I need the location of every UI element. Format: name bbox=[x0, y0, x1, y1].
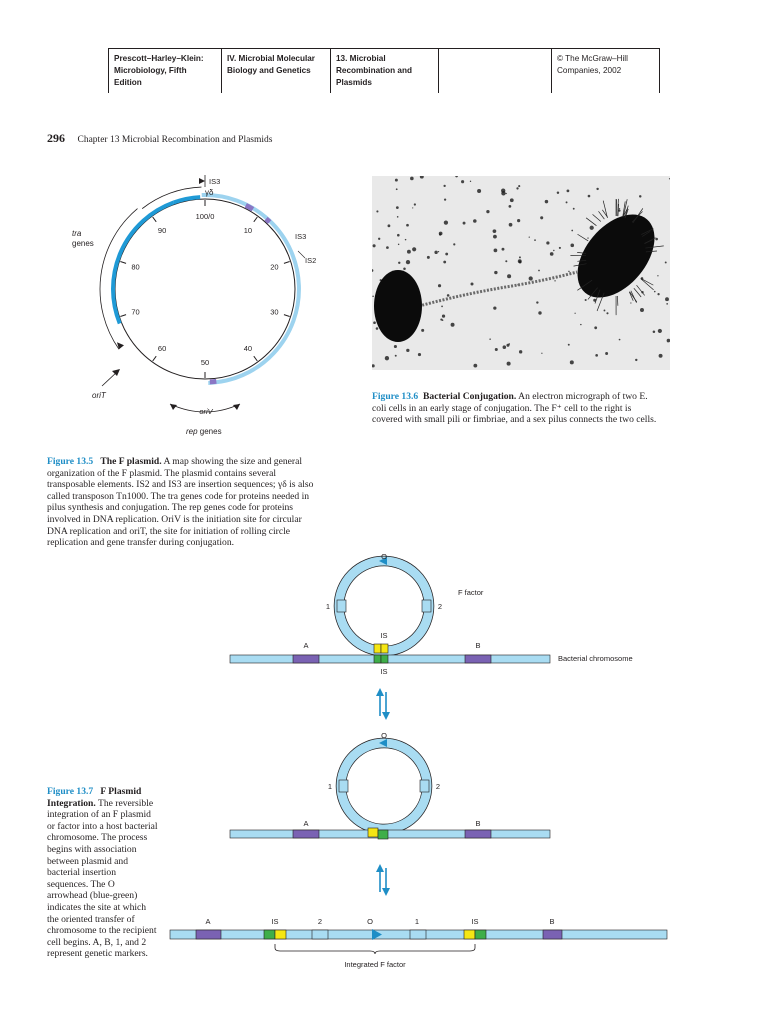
micrograph-speck bbox=[666, 303, 668, 305]
tra-arc bbox=[100, 209, 138, 350]
tra-band bbox=[113, 203, 174, 324]
micrograph-speck bbox=[453, 243, 455, 245]
micrograph-speck bbox=[501, 188, 505, 192]
micrograph-speck bbox=[441, 306, 443, 308]
micrograph-speck bbox=[596, 188, 598, 190]
micrograph-speck bbox=[550, 252, 554, 256]
marker-b-label: B bbox=[475, 819, 481, 828]
micrograph-speck bbox=[376, 327, 379, 330]
micrograph-speck bbox=[538, 311, 541, 314]
integrated-is-yellow bbox=[275, 930, 286, 939]
micrograph-speck bbox=[665, 297, 669, 301]
marker-a-label: A bbox=[303, 819, 309, 828]
insertion-sequence-mark bbox=[210, 381, 216, 382]
caption-text: represent genetic markers. bbox=[47, 948, 148, 960]
map-tick-label: 40 bbox=[243, 344, 253, 354]
micrograph-speck bbox=[396, 188, 398, 190]
micrograph-speck bbox=[567, 189, 570, 192]
header-text: © The McGraw–Hill bbox=[557, 54, 628, 63]
pilus-fiber bbox=[593, 214, 601, 221]
micrograph-speck bbox=[536, 301, 538, 303]
marker-2-label: 2 bbox=[317, 917, 323, 926]
reverse-arrowhead-up bbox=[376, 864, 384, 872]
tra-label: tra bbox=[72, 229, 82, 238]
micrograph-speck bbox=[570, 244, 574, 248]
pilus-fiber bbox=[586, 218, 596, 226]
micrograph-speck bbox=[519, 260, 522, 263]
figure-13-7-caption bbox=[47, 786, 172, 960]
header-cell-book bbox=[108, 49, 221, 93]
micrograph-speck bbox=[507, 274, 511, 278]
header-text: Microbiology, Fifth Edition bbox=[114, 66, 187, 87]
micrograph-speck bbox=[493, 306, 496, 309]
caption-text: chromosome to the recipient bbox=[47, 925, 157, 937]
bacterial-chromosome-label: Bacterial chromosome bbox=[558, 654, 633, 663]
micrograph-speck bbox=[372, 364, 375, 367]
reverse-arrowhead-down bbox=[382, 888, 390, 896]
micrograph-speck bbox=[605, 352, 608, 355]
figure-number: Figure 13.6 bbox=[372, 391, 419, 402]
micrograph-speck bbox=[619, 339, 621, 341]
micrograph-speck bbox=[385, 356, 389, 360]
associated-is-green bbox=[378, 830, 388, 839]
header-cell-copyright bbox=[551, 49, 660, 93]
micrograph-speck bbox=[585, 299, 587, 301]
micrograph-speck bbox=[571, 230, 573, 232]
micrograph-speck bbox=[594, 326, 597, 329]
micrograph-speck bbox=[587, 237, 588, 238]
chromosome-is-green bbox=[374, 655, 381, 663]
micrograph-speck bbox=[557, 192, 559, 194]
micrograph-speck bbox=[529, 236, 530, 237]
micrograph-speck bbox=[439, 233, 441, 235]
caption-text: chromosome. The process bbox=[47, 832, 148, 844]
micrograph-speck bbox=[516, 187, 518, 189]
micrograph-speck bbox=[470, 181, 471, 182]
micrograph-speck bbox=[573, 208, 575, 210]
micrograph-speck bbox=[373, 244, 376, 247]
micrograph-speck bbox=[443, 185, 445, 187]
header-text: Recombination and bbox=[336, 66, 412, 75]
map-tick bbox=[120, 315, 126, 317]
caption-text: sequences. The O bbox=[47, 878, 115, 890]
running-header-table bbox=[108, 48, 660, 93]
micrograph-speck bbox=[412, 207, 413, 208]
micrograph-speck bbox=[653, 330, 656, 333]
micrograph-speck bbox=[386, 246, 389, 249]
figure-title: Integration. bbox=[47, 797, 96, 809]
micrograph-speck bbox=[418, 353, 421, 356]
marker-2-box bbox=[312, 930, 328, 939]
micrograph-speck bbox=[412, 247, 416, 251]
pilus-fiber bbox=[602, 210, 607, 218]
caption-text: The reversible bbox=[95, 797, 154, 809]
marker-1-label: 1 bbox=[327, 782, 333, 791]
micrograph-speck bbox=[473, 219, 477, 223]
map-tick bbox=[120, 261, 126, 263]
micrograph-speck bbox=[619, 208, 620, 209]
marker-1-label: 1 bbox=[325, 602, 331, 611]
micrograph-speck bbox=[443, 261, 446, 264]
micrograph-speck bbox=[508, 343, 510, 345]
micrograph-speck bbox=[494, 249, 498, 253]
micrograph-speck bbox=[507, 362, 511, 366]
micrograph-speck bbox=[545, 200, 548, 203]
micrograph-speck bbox=[667, 339, 670, 343]
plasmid-light-band bbox=[202, 195, 299, 383]
caption-text: pilus synthesis and conjugation. The rep genes code for proteins bbox=[47, 502, 294, 514]
micrograph-speck bbox=[486, 210, 489, 213]
is2-label: IS2 bbox=[305, 256, 317, 265]
figure-title: The F plasmid. bbox=[100, 456, 162, 467]
integrated-is-green bbox=[264, 930, 275, 939]
micrograph-speck bbox=[570, 360, 574, 364]
micrograph-speck bbox=[604, 310, 606, 312]
caption-text: An electron micrograph of two E. bbox=[516, 391, 648, 402]
micrograph-speck bbox=[494, 271, 497, 274]
micrograph-speck bbox=[534, 239, 536, 241]
caption-text: involved in DNA replication. OriV is the initiation site for circular bbox=[47, 513, 302, 525]
micrograph-speck bbox=[406, 349, 409, 352]
micrograph-speck bbox=[397, 234, 400, 237]
marker-1-label: 1 bbox=[414, 917, 420, 926]
electron-micrograph bbox=[372, 176, 670, 370]
caption-text: arrowhead (blue-green) bbox=[47, 890, 138, 902]
micrograph-speck bbox=[588, 195, 591, 198]
micrograph-speck bbox=[372, 295, 374, 297]
integrated-is-yellow bbox=[464, 930, 475, 939]
running-head: Chapter 13 Microbial Recombination and Plasmids bbox=[77, 135, 273, 145]
micrograph-speck bbox=[502, 248, 505, 251]
micrograph-speck bbox=[669, 178, 670, 179]
integrated-is-label: IS bbox=[271, 917, 279, 926]
micrograph-speck bbox=[420, 176, 424, 179]
rep-arrowhead-right bbox=[233, 404, 240, 410]
micrograph-speck bbox=[665, 261, 667, 263]
header-text: 13. Microbial bbox=[336, 54, 386, 63]
micrograph-speck bbox=[463, 222, 466, 225]
associated-is-yellow bbox=[368, 828, 378, 837]
recipient-cell bbox=[374, 270, 422, 342]
micrograph-speck bbox=[658, 329, 662, 333]
plasmid-circle bbox=[115, 199, 295, 379]
caption-text: organization of the F plasmid. The plasmid contains several bbox=[47, 467, 277, 479]
micrograph-speck bbox=[640, 308, 644, 312]
reverse-arrowhead-down bbox=[382, 712, 390, 720]
micrograph-speck bbox=[398, 262, 400, 264]
micrograph-speck bbox=[421, 329, 424, 332]
marker-2-box bbox=[422, 600, 431, 612]
micrograph-speck bbox=[489, 338, 491, 340]
micrograph-speck bbox=[406, 260, 410, 264]
donor-cell bbox=[562, 200, 670, 312]
orit-label: oriT bbox=[92, 391, 106, 400]
micrograph-speck bbox=[580, 324, 581, 325]
micrograph-speck bbox=[654, 291, 656, 293]
caption-text: DNA replication and oriT, the site for initiation of rolling circle bbox=[47, 525, 291, 537]
micrograph-speck bbox=[493, 235, 497, 239]
map-tick bbox=[284, 261, 290, 263]
reverse-arrowhead-up bbox=[376, 688, 384, 696]
integrated-f-factor-label: Integrated F factor bbox=[344, 960, 406, 969]
micrograph-speck bbox=[546, 241, 549, 244]
page-number: 296 bbox=[47, 131, 65, 145]
plasmid-ring bbox=[341, 743, 427, 829]
micrograph-speck bbox=[538, 270, 540, 272]
micrograph-speck bbox=[503, 345, 507, 349]
micrograph-speck bbox=[403, 267, 406, 270]
plasmid-is-yellow bbox=[381, 644, 388, 653]
marker-2-box bbox=[420, 780, 429, 792]
caption-text: the oriented transfer of bbox=[47, 913, 135, 925]
pilus-fiber bbox=[603, 201, 607, 218]
caption-text: integration of an F plasmid bbox=[47, 809, 151, 821]
insertion-sequence-mark bbox=[246, 205, 253, 209]
micrograph-speck bbox=[440, 318, 442, 320]
micrograph-speck bbox=[559, 247, 561, 249]
micrograph-speck bbox=[398, 244, 399, 245]
origin-label: O bbox=[367, 917, 373, 926]
caption-text: called transposon Tn1000. The tra genes code for proteins needed in bbox=[47, 490, 310, 502]
micrograph-speck bbox=[606, 312, 608, 314]
map-tick-label: 30 bbox=[270, 307, 279, 317]
micrograph-speck bbox=[630, 302, 631, 303]
tra-genes-label: genes bbox=[72, 239, 94, 248]
f-plasmid-integration-diagram bbox=[160, 540, 760, 980]
micrograph-speck bbox=[574, 313, 575, 314]
micrograph-speck bbox=[405, 239, 407, 241]
marker-1-box bbox=[339, 780, 348, 792]
marker-b-label: B bbox=[475, 641, 481, 650]
micrograph-speck bbox=[554, 280, 555, 281]
f-plasmid-map bbox=[60, 172, 320, 442]
caption-text: indicates the site at which bbox=[47, 901, 147, 913]
map-tick-label: 100/0 bbox=[195, 212, 215, 221]
micrograph-speck bbox=[372, 269, 373, 272]
origin-label: O bbox=[381, 552, 387, 561]
micrograph-speck bbox=[505, 260, 507, 262]
insertion-sequence-mark bbox=[266, 219, 270, 222]
micrograph-speck bbox=[427, 256, 430, 259]
plasmid-is-label: IS bbox=[380, 631, 388, 640]
micrograph-speck bbox=[395, 355, 397, 357]
micrograph-speck bbox=[495, 348, 498, 351]
pilus-fiber bbox=[637, 285, 645, 295]
marker-b-box bbox=[465, 655, 491, 663]
figure-title: F Plasmid bbox=[100, 786, 142, 797]
header-text: IV. Microbial Molecular bbox=[227, 54, 315, 63]
rep-arrowhead-left bbox=[170, 404, 177, 410]
figure-number: Figure 13.5 bbox=[47, 456, 94, 467]
micrograph-speck bbox=[595, 354, 598, 357]
micrograph-speck bbox=[388, 224, 391, 227]
caption-text: replication and gene transfer during conjugation. bbox=[47, 537, 235, 549]
micrograph-speck bbox=[517, 219, 520, 222]
micrograph-speck bbox=[553, 250, 554, 251]
is3-top-arrowhead bbox=[199, 178, 205, 184]
gamma-delta-label: γδ bbox=[205, 188, 214, 197]
micrograph-speck bbox=[470, 282, 473, 285]
micrograph-speck bbox=[395, 179, 398, 182]
chromosome-is-green bbox=[381, 655, 388, 663]
caption-text: covered with small pili or fimbriae, and a sex pilus connects the two cells. bbox=[372, 414, 657, 426]
map-tick-label: 20 bbox=[270, 262, 279, 272]
micrograph-speck bbox=[397, 216, 399, 218]
f-factor-label: F factor bbox=[458, 588, 484, 597]
marker-a-box bbox=[196, 930, 221, 939]
micrograph-speck bbox=[407, 250, 411, 254]
map-tick-label: 50 bbox=[200, 358, 210, 367]
micrograph-speck bbox=[473, 364, 477, 368]
origin-label: O bbox=[381, 731, 387, 740]
figure-number: Figure 13.7 bbox=[47, 786, 94, 797]
marker-a-box bbox=[293, 655, 319, 663]
marker-a-box bbox=[293, 830, 319, 838]
integrated-bracket bbox=[275, 944, 475, 954]
caption-text: coli cells in an early stage of conjugation. The F⁺ cell to the right is bbox=[372, 402, 632, 414]
header-cell-part bbox=[221, 49, 330, 93]
micrograph-speck bbox=[410, 177, 414, 181]
map-tick-label: 80 bbox=[131, 262, 140, 272]
micrograph-speck bbox=[590, 226, 594, 230]
micrograph-speck bbox=[506, 193, 507, 194]
plasmid-is-yellow bbox=[374, 644, 381, 653]
micrograph-speck bbox=[655, 238, 658, 241]
figure-title: Bacterial Conjugation. bbox=[423, 391, 517, 402]
micrograph-speck bbox=[447, 294, 450, 297]
chromosome-bar bbox=[230, 655, 550, 663]
micrograph-speck bbox=[639, 195, 641, 197]
rep-genes-label: rep genes bbox=[186, 427, 222, 436]
map-tick bbox=[254, 356, 258, 361]
caption-text: transposable elements. IS2 and IS3 are insertion sequences; γδ is also bbox=[47, 479, 314, 491]
caption-text: or factor into a host bacterial bbox=[47, 820, 158, 832]
marker-a-label: A bbox=[303, 641, 309, 650]
map-tick bbox=[254, 217, 258, 222]
header-text: Plasmids bbox=[336, 78, 372, 87]
micrograph-speck bbox=[394, 345, 397, 348]
marker-a-label: A bbox=[205, 917, 211, 926]
micrograph-speck bbox=[510, 198, 514, 202]
figure-13-5-caption bbox=[47, 456, 347, 549]
micrograph-speck bbox=[451, 323, 455, 327]
is3-right-label: IS3 bbox=[295, 232, 307, 241]
micrograph-speck bbox=[378, 238, 380, 240]
map-tick bbox=[284, 315, 290, 317]
micrograph-speck bbox=[406, 224, 409, 227]
pilus-fiber bbox=[598, 211, 604, 219]
micrograph-speck bbox=[568, 271, 569, 272]
marker-2-label: 2 bbox=[437, 602, 443, 611]
header-cell-chapter bbox=[330, 49, 438, 93]
is2-leader bbox=[298, 251, 305, 258]
marker-1-box bbox=[337, 600, 346, 612]
caption-text: bacterial insertion bbox=[47, 867, 116, 879]
integrated-is-green bbox=[475, 930, 486, 939]
map-tick-label: 70 bbox=[131, 307, 140, 317]
marker-b-box bbox=[543, 930, 562, 939]
header-text: Prescott–Harley–Klein: bbox=[114, 54, 204, 63]
map-tick-label: 10 bbox=[243, 225, 253, 235]
micrograph-speck bbox=[442, 315, 445, 318]
caption-text: A map showing the size and general bbox=[161, 456, 303, 467]
micrograph-speck bbox=[519, 256, 521, 258]
chromosome-is-label: IS bbox=[380, 667, 388, 676]
header-cell-empty bbox=[438, 49, 551, 93]
micrograph-speck bbox=[509, 223, 513, 227]
map-tick bbox=[153, 217, 157, 222]
figure-13-6-caption bbox=[372, 391, 670, 426]
micrograph-speck bbox=[659, 354, 663, 358]
micrograph-speck bbox=[444, 199, 446, 201]
caption-text: between plasmid and bbox=[47, 855, 128, 867]
micrograph-speck bbox=[509, 205, 512, 208]
micrograph-speck bbox=[444, 221, 448, 225]
chromosome-bar bbox=[230, 830, 550, 838]
micrograph-speck bbox=[396, 206, 399, 209]
marker-1-box bbox=[410, 930, 426, 939]
pilus-fiber bbox=[578, 234, 589, 241]
micrograph-speck bbox=[477, 189, 481, 193]
micrograph-image bbox=[372, 176, 670, 370]
page-heading bbox=[47, 131, 272, 146]
sex-pilus bbox=[412, 272, 577, 308]
micrograph-speck bbox=[657, 275, 658, 276]
micrograph-speck bbox=[657, 293, 659, 295]
micrograph-speck bbox=[541, 353, 542, 354]
marker-b-box bbox=[465, 830, 491, 838]
micrograph-speck bbox=[373, 321, 376, 324]
micrograph-speck bbox=[529, 276, 533, 280]
micrograph-speck bbox=[438, 251, 439, 252]
micrograph-speck bbox=[434, 251, 437, 254]
caption-text: begins with association bbox=[47, 843, 137, 855]
map-tick-label: 60 bbox=[157, 344, 167, 354]
micrograph-speck bbox=[635, 359, 637, 361]
header-text: Companies, 2002 bbox=[557, 66, 622, 75]
micrograph-speck bbox=[455, 176, 458, 177]
header-text: Biology and Genetics bbox=[227, 66, 311, 75]
micrograph-speck bbox=[461, 180, 464, 183]
micrograph-speck bbox=[540, 216, 543, 219]
micrograph-speck bbox=[438, 284, 441, 287]
micrograph-speck bbox=[445, 253, 448, 256]
micrograph-speck bbox=[566, 201, 568, 203]
caption-text: cell begins. A, B, 1, and 2 bbox=[47, 936, 147, 948]
micrograph-speck bbox=[568, 344, 570, 346]
micrograph-speck bbox=[518, 185, 520, 187]
map-tick bbox=[153, 356, 157, 361]
integrated-is-label: IS bbox=[471, 917, 479, 926]
marker-b-label: B bbox=[549, 917, 555, 926]
is3-top-label: IS3 bbox=[209, 177, 221, 186]
micrograph-speck bbox=[519, 350, 522, 353]
micrograph-speck bbox=[376, 210, 378, 212]
oriv-label: oriV bbox=[199, 407, 213, 416]
micrograph-speck bbox=[493, 229, 497, 233]
marker-2-label: 2 bbox=[435, 782, 441, 791]
micrograph-speck bbox=[414, 203, 416, 205]
orit-arrowhead bbox=[112, 369, 120, 376]
map-tick-label: 90 bbox=[157, 225, 167, 235]
